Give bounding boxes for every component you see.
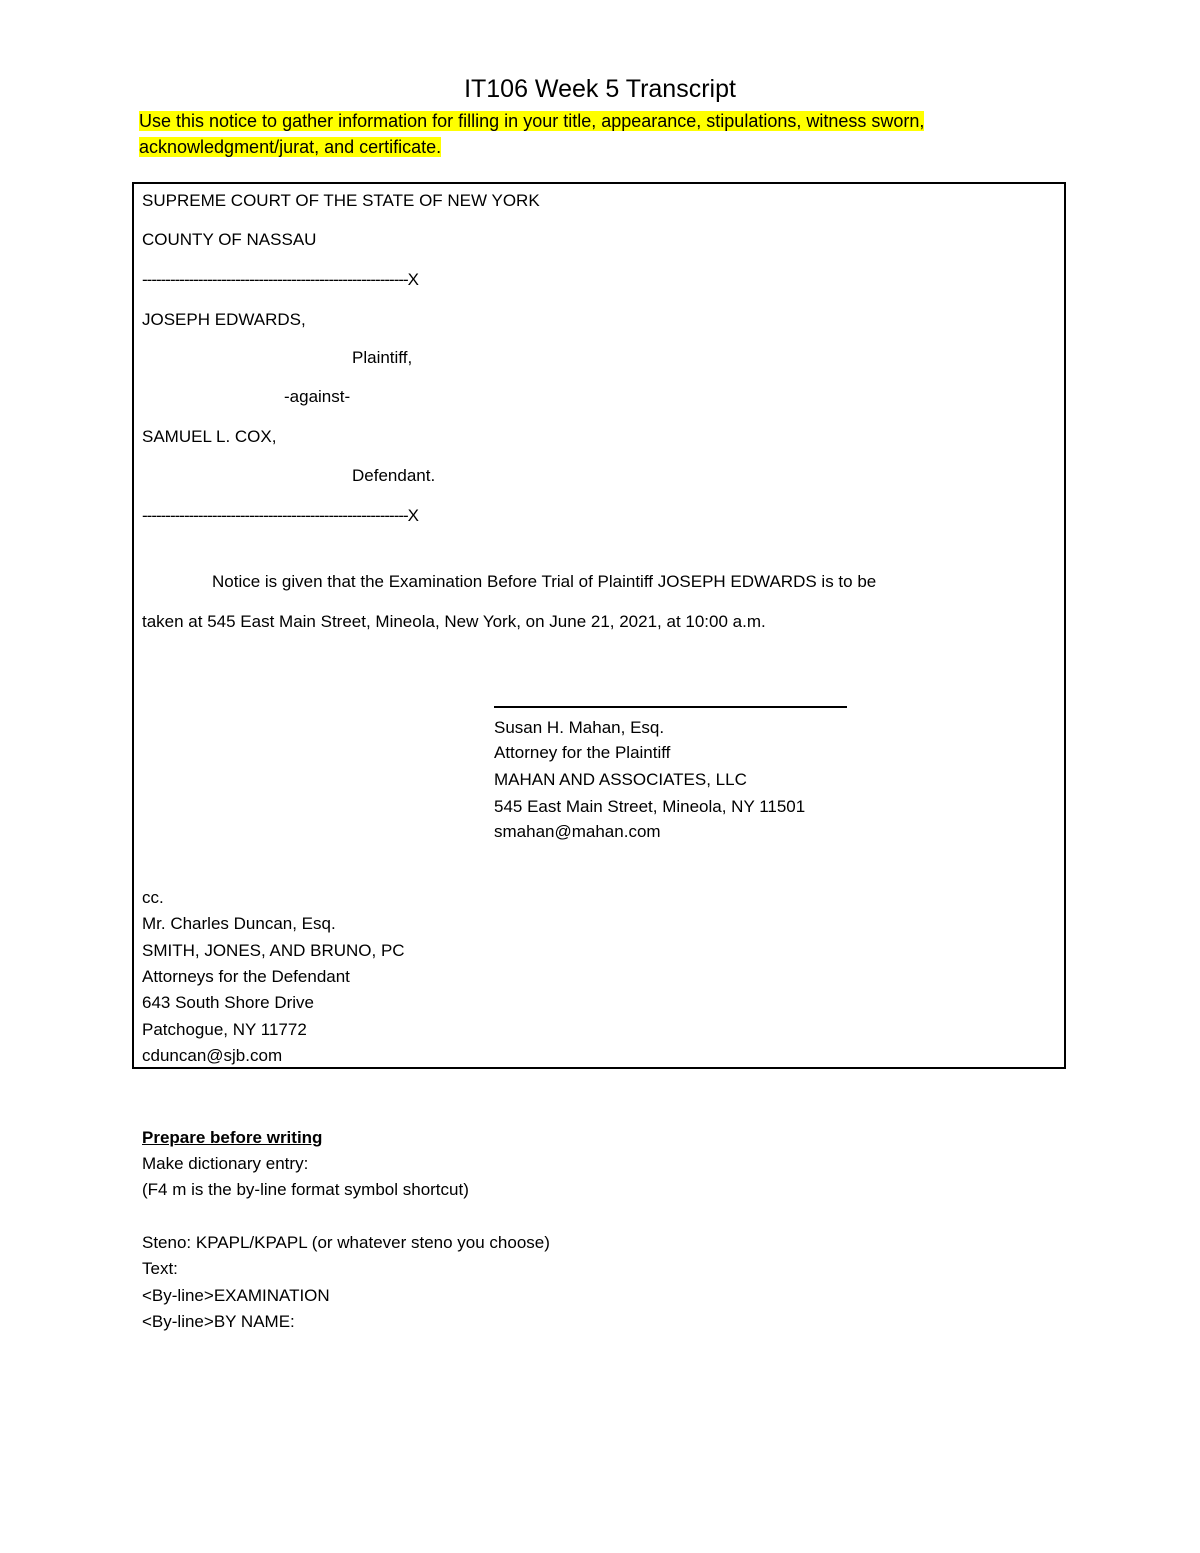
prepare-line-1: Make dictionary entry: — [142, 1154, 309, 1173]
plaintiff-name: JOSEPH EDWARDS, — [142, 310, 306, 329]
cc-name: Mr. Charles Duncan, Esq. — [142, 914, 336, 933]
text-entry-2: <By-line>BY NAME: — [142, 1312, 295, 1331]
signature-role: Attorney for the Plaintiff — [494, 743, 671, 762]
intro-instructions — [139, 108, 1039, 160]
caption-rule-top: ---------------------------------------------------------X — [142, 270, 419, 289]
steno-line: Steno: KPAPL/KPAPL (or whatever steno you choose) — [142, 1233, 550, 1252]
cc-city: Patchogue, NY 11772 — [142, 1020, 307, 1039]
notice-body-line-2: taken at 545 East Main Street, Mineola, New York, on June 21, 2021, at 10:00 a.m. — [142, 612, 766, 631]
county-name: COUNTY OF NASSAU — [142, 230, 317, 249]
notice-body-line-1: Notice is given that the Examination Before Trial of Plaintiff JOSEPH EDWARDS is to be — [212, 572, 877, 591]
cc-email: cduncan@sjb.com — [142, 1046, 283, 1065]
court-name: SUPREME COURT OF THE STATE OF NEW YORK — [142, 191, 540, 210]
signature-firm: MAHAN AND ASSOCIATES, LLC — [494, 770, 747, 789]
plaintiff-label: Plaintiff, — [352, 348, 413, 367]
against-label: -against- — [284, 387, 351, 406]
signature-name: Susan H. Mahan, Esq. — [494, 718, 665, 737]
cc-firm: SMITH, JONES, AND BRUNO, PC — [142, 941, 405, 960]
page-title: IT106 Week 5 Transcript — [464, 75, 736, 103]
prepare-heading: Prepare before writing — [142, 1128, 323, 1147]
cc-label: cc. — [142, 888, 164, 907]
highlighted-intro-text: Use this notice to gather information for filling in your title, appearance, stipulations, witness sworn, acknowledgment/jurat, and certificate. — [139, 111, 925, 157]
text-entry-1: <By-line>EXAMINATION — [142, 1286, 330, 1305]
signature-address: 545 East Main Street, Mineola, NY 11501 — [494, 797, 806, 816]
prepare-line-2: (F4 m is the by-line format symbol shortcut) — [142, 1180, 469, 1199]
cc-role: Attorneys for the Defendant — [142, 967, 350, 986]
text-label: Text: — [142, 1259, 178, 1278]
defendant-label: Defendant. — [352, 466, 436, 485]
signature-email: smahan@mahan.com — [494, 822, 661, 841]
signature-line — [494, 706, 847, 708]
caption-rule-bottom: ---------------------------------------------------------X — [142, 506, 419, 525]
cc-street: 643 South Shore Drive — [142, 993, 314, 1012]
defendant-name: SAMUEL L. COX, — [142, 427, 277, 446]
